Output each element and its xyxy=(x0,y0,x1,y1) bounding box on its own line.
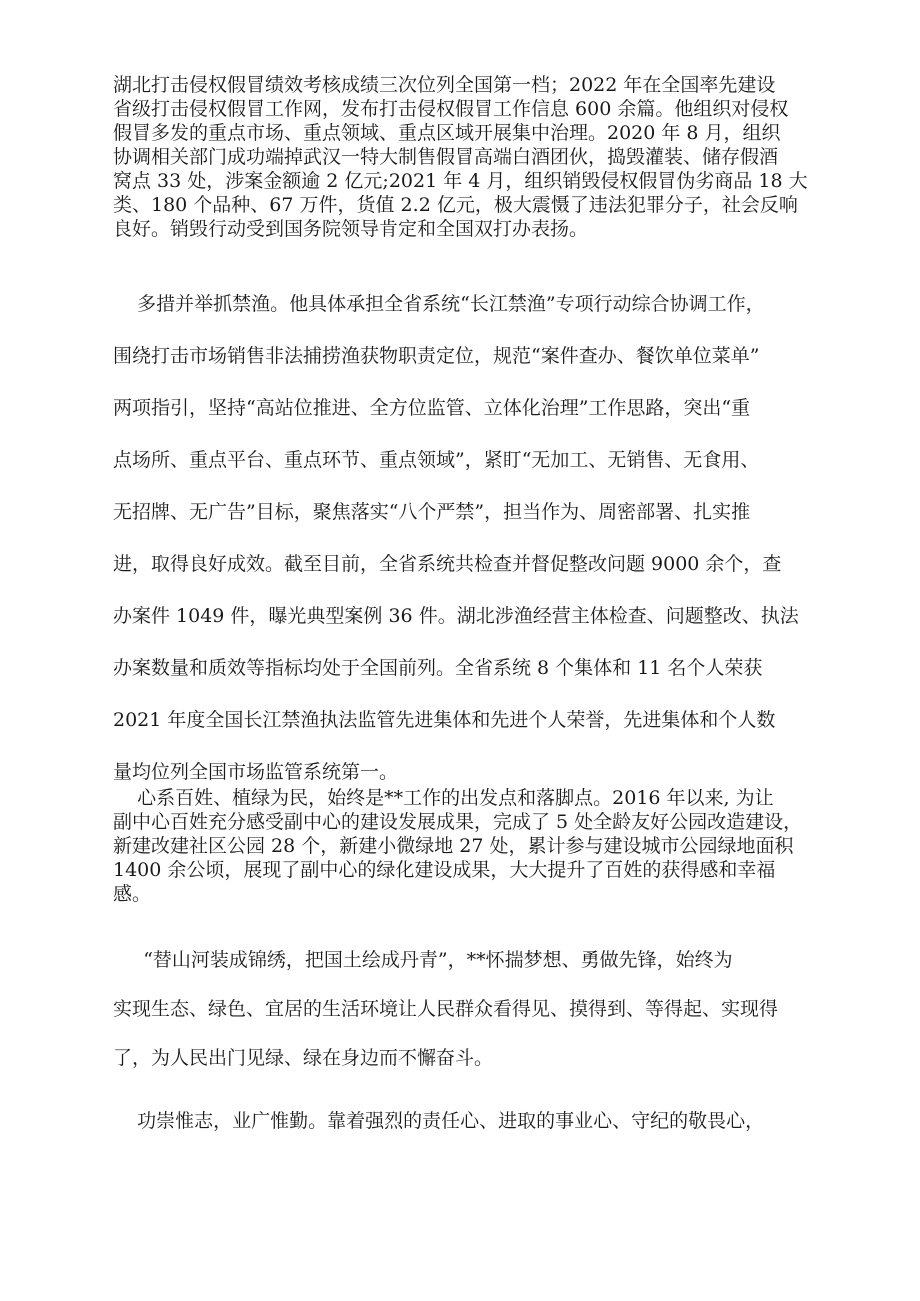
text-line: 假冒多发的重点市场、重点领域、重点区域开展集中治理。2020 年 8 月，组织 xyxy=(113,122,781,144)
paragraph-fishing-ban xyxy=(113,278,811,798)
text-line: 多措并举抓禁渔。他具体承担全省系统“长江禁渔”专项行动综合协调工作， xyxy=(113,293,765,315)
text-line: 良好。销毁行动受到国务院领导肯定和全国双打办表扬。 xyxy=(113,218,589,240)
text-line: 实现生态、绿色、宜居的生活环境让人民群众看得见、摸得到、等得起、实现得 xyxy=(113,998,779,1020)
text-line: 1400 余公顷，展现了副中心的绿化建设成果，大大提升了百姓的获得感和幸福 xyxy=(113,859,776,881)
text-line: 类、180 个品种、67 万件，货值 2.2 亿元，极大震慑了违法犯罪分子，社会反响 xyxy=(113,194,798,216)
text-line: 2021 年度全国长江禁渔执法监管先进集体和先进个人荣誉，先进集体和个人数 xyxy=(113,709,776,731)
text-line: 点场所、重点平台、重点环节、重点领域”，紧盯“无加工、无销售、无食用、 xyxy=(113,449,760,471)
text-line: 办案件 1049 件，曝光典型案例 36 件。湖北涉渔经营主体检查、问题整改、执法 xyxy=(113,605,799,627)
text-line: 量均位列全国市场监管系统第一。 xyxy=(113,761,399,783)
text-line: “替山河装成锦绣，把国土绘成丹青”，**怀揣梦想、勇做先锋，始终为 xyxy=(113,949,733,971)
text-line: 副中心百姓充分感受副中心的建设发展成果，完成了 5 处全龄友好公园改造建设， xyxy=(113,811,803,833)
text-line: 窝点 33 处，涉案金额逾 2 亿元;2021 年 4 月，组织销毁侵权假冒伪劣商品 18 大 xyxy=(113,170,808,192)
text-line: 了，为人民出门见绿、绿在身边而不懈奋斗。 xyxy=(113,1047,494,1069)
text-line: 新建改建社区公园 28 个，新建小微绿地 27 处，累计参与建设城市公园绿地面积 xyxy=(113,835,794,857)
text-line: 两项指引，坚持“高站位推进、全方位监管、立体化治理”工作思路，突出“重 xyxy=(113,397,751,419)
paragraph-anti-counterfeit xyxy=(113,73,811,241)
text-line: 感。 xyxy=(113,883,152,905)
text-line: 心系百姓、植绿为民，始终是**工作的出发点和落脚点。2016 年以来, 为让 xyxy=(113,787,774,809)
text-line: 湖北打击侵权假冒绩效考核成绩三次位列全国第一档；2022 年在全国率先建设 xyxy=(113,74,776,96)
paragraph-greening xyxy=(113,786,811,906)
text-line: 围绕打击市场销售非法捕捞渔获物职责定位，规范“案件查办、餐饮单位菜单” xyxy=(113,345,760,367)
text-line: 功崇惟志，业广惟勤。靠着强烈的责任心、进取的事业心、守纪的敬畏心， xyxy=(113,1110,765,1132)
text-line: 进，取得良好成效。截至目前，全省系统共检查并督促整改问题 9000 余个，查 xyxy=(113,553,782,575)
text-line: 协调相关部门成功端掉武汉一特大制售假冒高端白酒团伙，捣毁灌装、储存假酒 xyxy=(113,146,779,168)
text-line: 办案数量和质效等指标均处于全国前列。全省系统 8 个集体和 11 名个人荣获 xyxy=(113,657,763,679)
paragraph-closing xyxy=(113,1097,811,1146)
paragraph-vision xyxy=(113,936,811,1083)
text-line: 无招牌、无广告”目标，聚焦落实“八个严禁”，担当作为、周密部署、扎实推 xyxy=(113,501,751,523)
text-line: 省级打击侵权假冒工作网，发布打击侵权假冒工作信息 600 余篇。他组织对侵权 xyxy=(113,98,789,120)
